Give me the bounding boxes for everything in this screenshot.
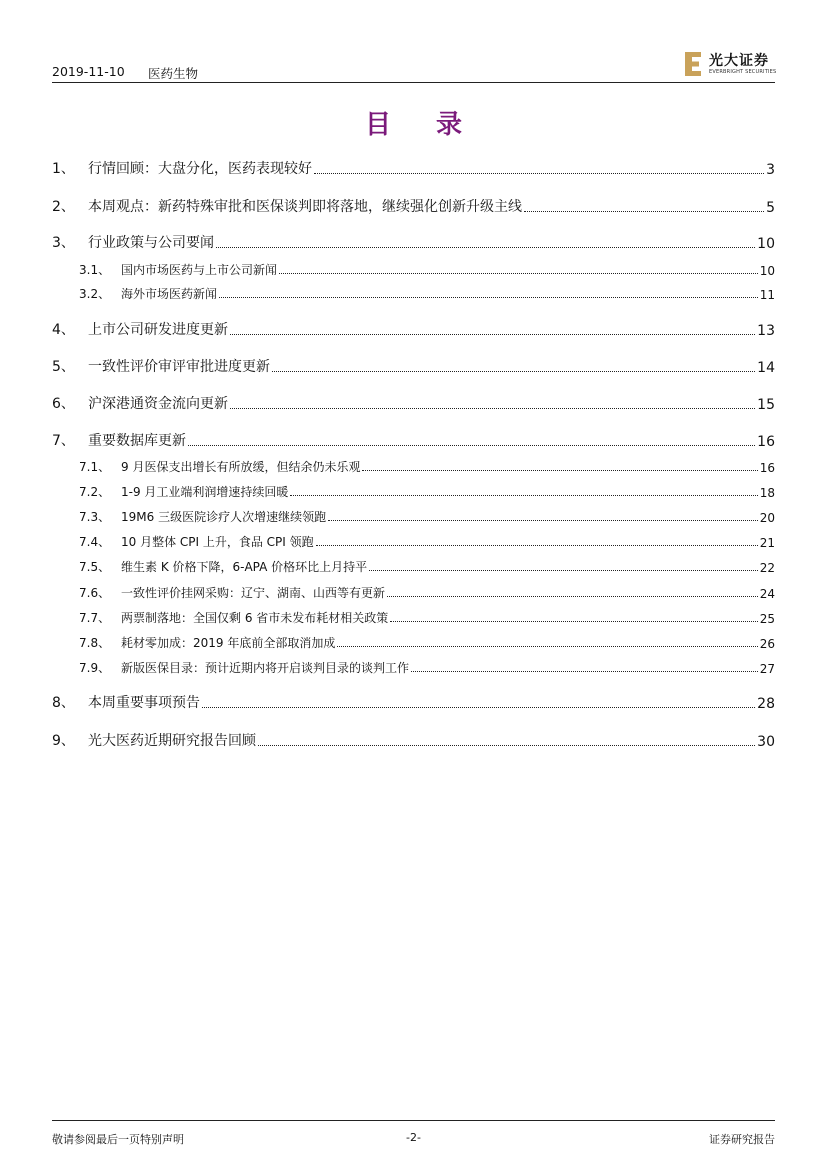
toc-leader-dots	[279, 272, 758, 274]
toc-entry-page: 5	[766, 200, 775, 216]
toc-entry-label: 新版医保目录：预计近期内将开启谈判目录的谈判工作	[121, 661, 410, 675]
toc-entry-page: 14	[757, 360, 775, 376]
toc-entry-page: 22	[759, 561, 775, 575]
toc-entry-page: 26	[759, 637, 775, 651]
toc-subentry[interactable]	[79, 608, 775, 626]
toc-leader-dots	[390, 620, 757, 622]
toc-subentry[interactable]	[79, 260, 775, 278]
toc-entry-page: 20	[759, 511, 775, 525]
footer-disclaimer: 敬请参阅最后一页特别声明	[52, 1133, 184, 1146]
toc-leader-dots	[411, 670, 758, 672]
toc-entry-page: 18	[759, 486, 775, 500]
toc-entry-page: 28	[757, 696, 775, 712]
toc-leader-dots	[316, 544, 758, 546]
toc-entry-number: 7.6、	[79, 586, 111, 600]
toc-entry-label: 维生素 K 价格下降，6-APA 价格环比上月持平	[121, 560, 368, 574]
toc-entry-page: 3	[766, 162, 775, 178]
logo-english-name: EVERBRIGHT SECURITIES	[709, 69, 777, 75]
toc-entry-label: 一致性评价审评审批进度更新	[88, 359, 270, 375]
toc-entry-label: 行业政策与公司要闻	[88, 235, 214, 251]
toc-entry-label: 两票制落地：全国仅剩 6 省市未发布耗材相关政策	[121, 611, 389, 625]
toc-entry-label: 海外市场医药新闻	[121, 287, 218, 301]
toc-entry-number: 7.2、	[79, 485, 111, 499]
toc-entry-label: 1-9 月工业端利润增速持续回暖	[121, 485, 289, 499]
toc-entry-page: 11	[759, 288, 775, 302]
everbright-logo-icon	[683, 50, 705, 78]
toc-leader-dots	[362, 469, 757, 471]
toc-entry-label: 耗材零加成：2019 年底前全部取消加成	[121, 636, 336, 650]
toc-entry[interactable]	[52, 232, 775, 252]
toc-entry-label: 10 月整体 CPI 上升，食品 CPI 领跑	[121, 535, 314, 549]
toc-entry-label: 光大医药近期研究报告回顾	[88, 733, 256, 749]
toc-entry-number: 7.8、	[79, 636, 111, 650]
toc-leader-dots	[258, 744, 755, 746]
toc-leader-dots	[337, 645, 757, 647]
toc-subentry[interactable]	[79, 457, 775, 475]
toc-entry-page: 16	[759, 461, 775, 475]
toc-entry-number: 8、	[52, 695, 75, 711]
toc-entry-number: 6、	[52, 396, 75, 412]
toc-entry-number: 7.5、	[79, 560, 111, 574]
toc-leader-dots	[290, 494, 757, 496]
toc-leader-dots	[230, 333, 755, 335]
toc-entry-label: 沪深港通资金流向更新	[88, 396, 228, 412]
toc-entry[interactable]	[52, 356, 775, 376]
toc-entry-label: 本周重要事项预告	[88, 695, 200, 711]
toc-entry[interactable]	[52, 196, 775, 216]
toc-subentry[interactable]	[79, 583, 775, 601]
toc-entry-number: 3、	[52, 235, 75, 251]
toc-leader-dots	[524, 210, 764, 212]
report-sector: 医药生物	[148, 66, 199, 81]
toc-entry-label: 国内市场医药与上市公司新闻	[121, 263, 278, 277]
toc-entry[interactable]	[52, 158, 775, 178]
toc-leader-dots	[369, 569, 758, 571]
toc-entry-page: 30	[757, 734, 775, 750]
toc-entry[interactable]	[52, 430, 775, 450]
toc-title: 目 录	[364, 110, 481, 140]
report-date: 2019-11-10	[52, 64, 125, 79]
toc-entry-number: 2、	[52, 199, 75, 215]
toc-subentry[interactable]	[79, 658, 775, 676]
toc-entry-page: 24	[759, 587, 775, 601]
toc-entry[interactable]	[52, 319, 775, 339]
toc-leader-dots	[314, 172, 764, 174]
toc-entry-number: 7.9、	[79, 661, 111, 675]
toc-entry[interactable]	[52, 393, 775, 413]
toc-entry-number: 4、	[52, 322, 75, 338]
company-logo	[683, 50, 775, 80]
toc-leader-dots	[216, 246, 755, 248]
toc-entry-label: 上市公司研发进度更新	[88, 322, 228, 338]
toc-entry-label: 19M6 三级医院诊疗人次增速继续领跑	[121, 510, 327, 524]
logo-name: 光大证券	[709, 53, 769, 69]
toc-entry-number: 9、	[52, 733, 75, 749]
toc-subentry[interactable]	[79, 507, 775, 525]
toc-entry-page: 16	[757, 434, 775, 450]
toc-entry-label: 重要数据库更新	[88, 433, 186, 449]
toc-entry[interactable]	[52, 730, 775, 750]
toc-subentry[interactable]	[79, 284, 775, 302]
toc-entry-number: 7、	[52, 433, 75, 449]
toc-subentry[interactable]	[79, 482, 775, 500]
toc-leader-dots	[328, 519, 758, 521]
toc-subentry[interactable]	[79, 633, 775, 651]
toc-entry-page: 27	[759, 662, 775, 676]
toc-entry-number: 7.7、	[79, 611, 111, 625]
toc-entry-number: 7.1、	[79, 460, 111, 474]
footer-page-number: -2-	[406, 1131, 421, 1144]
toc-entry-label: 本周观点：新药特殊审批和医保谈判即将落地，继续强化创新升级主线	[88, 199, 522, 215]
toc-leader-dots	[230, 407, 755, 409]
toc-entry-page: 10	[757, 236, 775, 252]
footer-report-type: 证券研究报告	[709, 1133, 775, 1146]
toc-entry-page: 21	[759, 536, 775, 550]
toc-leader-dots	[188, 444, 755, 446]
toc-entry-number: 7.3、	[79, 510, 111, 524]
toc-subentry[interactable]	[79, 532, 775, 550]
page-header	[52, 48, 775, 83]
toc-subentry[interactable]	[79, 557, 775, 575]
toc-entry-page: 10	[759, 264, 775, 278]
toc-entry-label: 9 月医保支出增长有所放缓，但结余仍未乐观	[121, 460, 361, 474]
toc-entry-number: 5、	[52, 359, 75, 375]
toc-entry-number: 3.1、	[79, 263, 111, 277]
toc-entry-number: 1、	[52, 161, 75, 177]
toc-entry-page: 15	[757, 397, 775, 413]
toc-leader-dots	[272, 370, 755, 372]
toc-leader-dots	[219, 296, 758, 298]
toc-entry-number: 3.2、	[79, 287, 111, 301]
toc-entry[interactable]	[52, 692, 775, 712]
toc-leader-dots	[387, 595, 758, 597]
page-footer	[52, 1120, 775, 1151]
toc-entry-page: 13	[757, 323, 775, 339]
toc-entry-page: 25	[759, 612, 775, 626]
toc-leader-dots	[202, 706, 755, 708]
toc-entry-number: 7.4、	[79, 535, 111, 549]
toc-entry-label: 一致性评价挂网采购：辽宁、湖南、山西等有更新	[121, 586, 386, 600]
toc-entry-label: 行情回顾：大盘分化，医药表现较好	[88, 161, 312, 177]
